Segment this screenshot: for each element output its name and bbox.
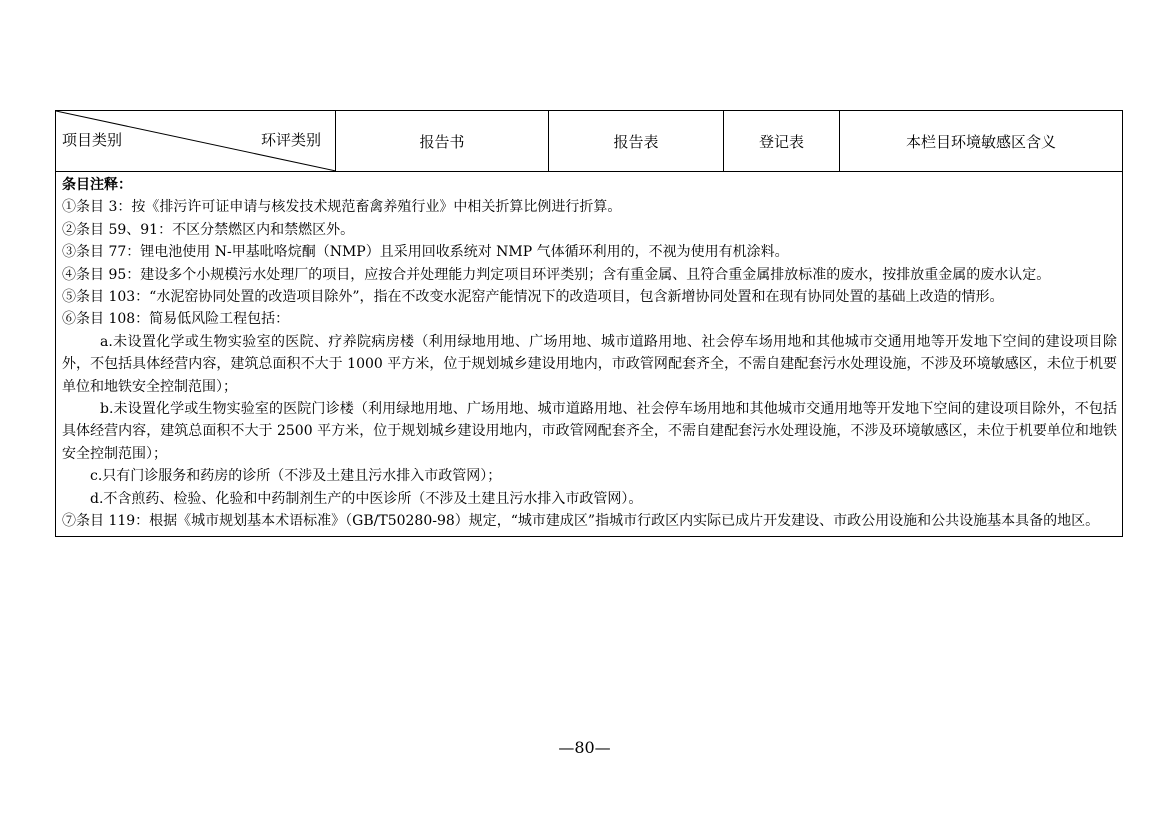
note-item: ⑥条目 108：简易低风险工程包括： [62, 311, 290, 328]
page-number: —80— [558, 738, 611, 757]
note-item: ⑤条目 103：“水泥窑协同处置的改造项目除外”，指在不改变水泥窑产能情况下的改造项目，包含新增协同处置和在现有协同处置的基础上改造的情形。 [62, 289, 1004, 306]
eia-category-label: 环评类别 [260, 131, 321, 149]
note-sub-item: d.不含煎药、检验、化验和中药制剂生产的中医诊所（不涉及土建且污水排入市政管网）。 [90, 490, 643, 507]
note-item: ①条目 3：按《排污许可证申请与核发技术规范畜禽养殖行业》中相关折算比例进行折算。 [62, 199, 622, 216]
notes-title: 条目注释： [62, 177, 132, 193]
project-category-label: 项目类别 [62, 131, 123, 149]
note-sub-item: a.未设置化学或生物实验室的医院、疗养院病房楼（利用绿地用地、广场用地、城市道路用地、社会停车场用地和其他城市交通用地等开发地下空间的建设项目除外，不包括具体经营内容，建筑总面积不大于 1000 平方米，位于规划城乡建设用地内，市政管网配套齐全，不需自建配套污水处理设施，不涉及环境敏感区，未位于机要单位和地铁安全控制范围）； [62, 333, 1117, 395]
eia-category-table [55, 110, 1123, 537]
report-book-header: 报告书 [336, 111, 549, 171]
note-sub-item: c.只有门诊服务和药房的诊所（不涉及土建且污水排入市政管网）； [90, 468, 502, 485]
table-header-row [56, 111, 1122, 172]
note-item: ④条目 95：建设多个小规模污水处理厂的项目，应按合并处理能力判定项目环评类别；含有重金属、且符合重金属排放标准的废水，按排放重金属的废水认定。 [62, 266, 1051, 283]
note-item: ②条目 59、91：不区分禁燃区内和禁燃区外。 [62, 221, 355, 238]
sensitive-area-meaning-header: 本栏目环境敏感区含义 [905, 132, 1056, 151]
report-form-header: 报告表 [549, 111, 724, 171]
note-item: ③条目 77：锂电池使用 N-甲基吡咯烷酮（NMP）且采用回收系统对 NMP 气体循环利用的，不视为使用有机涂料。 [62, 244, 789, 261]
diagonal-header-cell [56, 111, 336, 171]
note-sub-item: b.未设置化学或生物实验室的医院门诊楼（利用绿地用地、广场用地、城市道路用地、社会停车场用地和其他城市交通用地等开发地下空间的建设项目除外，不包括具体经营内容，建筑总面积不大于 2500 平方米，位于规划城乡建设用地内，市政管网配套齐全，不需自建配套污水处理设施，不涉及环境敏感区，未位于机要单位和地铁安全控制范围）； [62, 401, 1117, 462]
notes-cell [56, 172, 1122, 536]
registration-form-header: 登记表 [724, 111, 840, 171]
note-item: ⑦条目 119：根据《城市规划基本术语标准》（GB/T50280-98）规定，“城市建成区”指城市行政区内实际已成片开发建设、市政公用设施和公共设施基本具备的地区。 [62, 513, 1100, 530]
